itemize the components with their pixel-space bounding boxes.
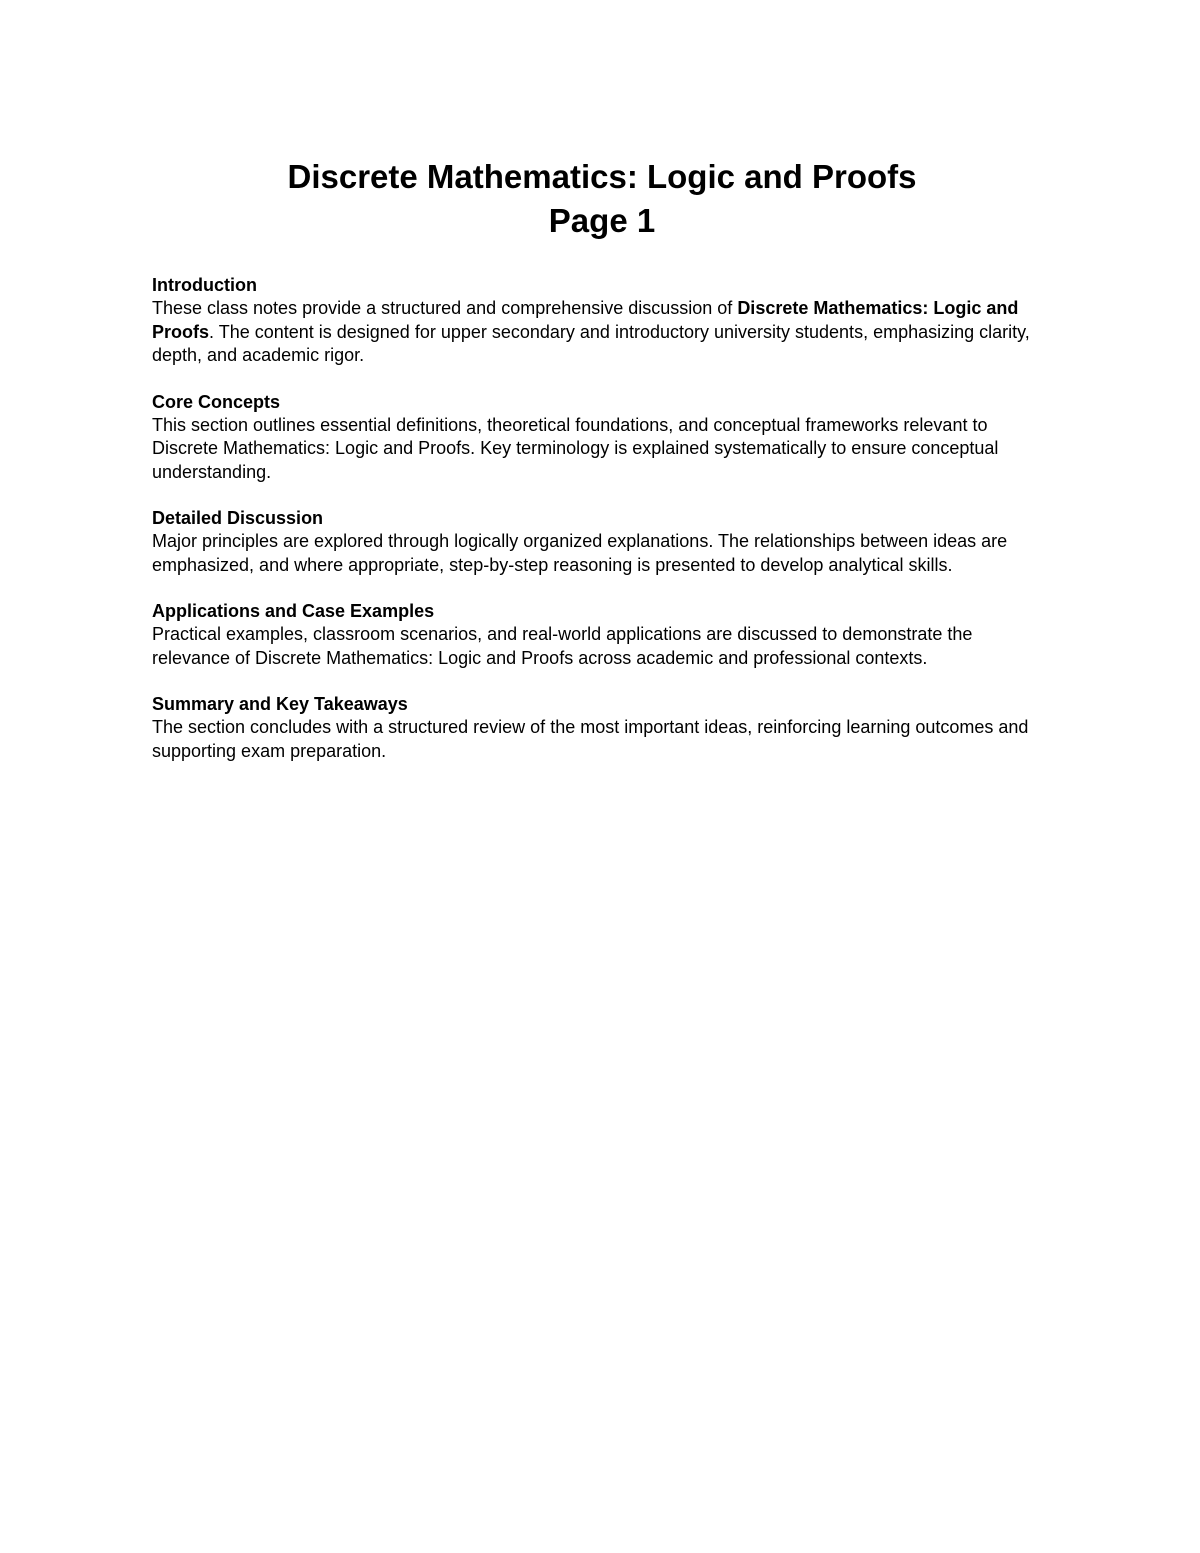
section-core-concepts <box>152 390 1052 485</box>
section-body: Practical examples, classroom scenarios, and real-world applications are discussed to demonstrate the relevance of Discrete Mathematics: Logic and Proofs across academic and professional contexts. <box>152 624 973 668</box>
section-heading: Core Concepts <box>152 391 281 412</box>
document-title: Discrete Mathematics: Logic and Proofs <box>287 158 917 195</box>
section-body <box>152 297 1052 368</box>
section-heading: Applications and Case Examples <box>152 601 435 621</box>
section-introduction <box>152 273 1052 368</box>
section-heading: Introduction <box>152 275 257 295</box>
section-summary <box>152 692 1052 763</box>
section-body: This section outlines essential definitions, theoretical foundations, and conceptual frameworks relevant to Discrete Mathematics: Logic and Proofs. Key terminology is explained systematically to ensure conceptual understanding. <box>152 414 999 482</box>
page-label: Page 1 <box>548 202 656 239</box>
section-detailed-discussion <box>152 506 1052 577</box>
body-text: These class notes provide a structured and comprehensive discussion of <box>152 298 738 318</box>
section-heading: Detailed Discussion <box>152 508 324 528</box>
section-body: Major principles are explored through logically organized explanations. The relationships between ideas are emphasized, and where appropriate, step-by-step reasoning is presented to develop analytical skills. <box>152 531 1008 575</box>
section-body: The section concludes with a structured review of the most important ideas, reinforcing learning outcomes and supporting exam preparation. <box>152 717 1029 761</box>
document-page <box>152 155 1052 785</box>
body-text: . The content is designed for upper secondary and introductory university students, emphasizing clarity, depth, and academic rigor. <box>152 321 1030 365</box>
section-applications <box>152 599 1052 670</box>
body-bold-text: Discrete Mathematics: Logic and Proofs <box>152 298 1019 342</box>
section-heading: Summary and Key Takeaways <box>152 694 408 714</box>
